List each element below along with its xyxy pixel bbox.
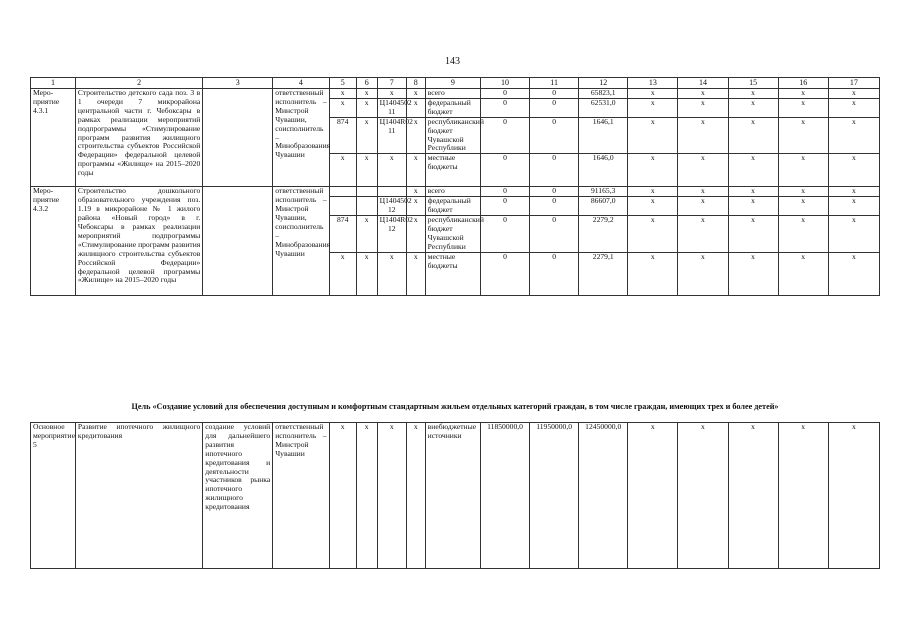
amount-cell: x xyxy=(728,197,778,216)
grbs-code: x xyxy=(329,154,356,187)
target-article-code: Ц1404R02 12 xyxy=(377,216,406,253)
section-code: x xyxy=(356,98,377,117)
amount-cell: 11950000,0 xyxy=(530,423,579,569)
header-cell: 12 xyxy=(579,78,628,89)
header-cell: 9 xyxy=(425,78,480,89)
header-cell: 14 xyxy=(678,78,728,89)
amount-cell: x xyxy=(628,252,678,295)
amount-cell: x xyxy=(678,423,728,569)
amount-cell: 0 xyxy=(530,197,579,216)
amount-cell: x xyxy=(728,187,778,197)
amount-cell: x xyxy=(778,197,828,216)
amount-cell: 1646,1 xyxy=(579,117,628,154)
amount-cell: x xyxy=(678,154,728,187)
amount-cell: 0 xyxy=(481,252,530,295)
grbs-code: x xyxy=(329,423,356,569)
amount-cell: 0 xyxy=(530,89,579,99)
amount-cell: x xyxy=(828,154,879,187)
amount-cell: 0 xyxy=(481,89,530,99)
target-article-code: x xyxy=(377,423,406,569)
target-article-code: x xyxy=(377,252,406,295)
amount-cell: x xyxy=(728,98,778,117)
executor-cell: ответственный исполнитель – Минстрой Чувашии xyxy=(273,423,329,569)
budget-table-bottom xyxy=(30,422,880,569)
amount-cell: 0 xyxy=(530,98,579,117)
amount-cell: 0 xyxy=(481,216,530,253)
amount-cell: x xyxy=(828,423,879,569)
amount-cell: x xyxy=(678,98,728,117)
amount-cell: 1646,0 xyxy=(579,154,628,187)
table-row xyxy=(31,423,880,569)
section-code: x xyxy=(356,252,377,295)
header-cell: 6 xyxy=(356,78,377,89)
amount-cell: x xyxy=(728,423,778,569)
grbs-code: 874 xyxy=(329,216,356,253)
header-cell: 10 xyxy=(481,78,530,89)
measure-name: Основное мероприятие 5 xyxy=(31,423,76,569)
funding-source: местные бюджеты xyxy=(425,154,480,187)
grbs-code xyxy=(329,187,356,197)
target-article-code: Ц1404R02 11 xyxy=(377,117,406,154)
amount-cell: 11850000,0 xyxy=(481,423,530,569)
funding-source: федеральный бюджет xyxy=(425,98,480,117)
amount-cell: 0 xyxy=(530,216,579,253)
amount-cell: 0 xyxy=(481,154,530,187)
budget-table-top xyxy=(30,77,880,296)
funding-source: внебюджетные источники xyxy=(425,423,480,569)
section-code: x xyxy=(356,117,377,154)
table-row xyxy=(31,187,880,197)
measure-name: Меро-приятие 4.3.1 xyxy=(31,89,76,187)
funding-source: всего xyxy=(425,187,480,197)
task-cell xyxy=(203,187,273,295)
expense-type-code: x xyxy=(406,423,425,569)
amount-cell: x xyxy=(778,154,828,187)
amount-cell: x xyxy=(628,154,678,187)
expense-type-code: x xyxy=(406,154,425,187)
amount-cell: x xyxy=(778,252,828,295)
header-cell: 1 xyxy=(31,78,76,89)
task-cell: создание условий для дальнейшего развития ипотечного кредитования и деятельности участников рынка ипотечного жилищного кредитования xyxy=(203,423,273,569)
header-cell: 17 xyxy=(828,78,879,89)
amount-cell: x xyxy=(728,154,778,187)
grbs-code: x xyxy=(329,252,356,295)
expense-type-code: x xyxy=(406,197,425,216)
amount-cell: x xyxy=(728,216,778,253)
amount-cell: x xyxy=(778,216,828,253)
amount-cell: x xyxy=(628,98,678,117)
amount-cell: x xyxy=(828,98,879,117)
amount-cell: x xyxy=(678,89,728,99)
target-article-code xyxy=(377,187,406,197)
amount-cell: 0 xyxy=(481,187,530,197)
section-code: x xyxy=(356,423,377,569)
header-cell: 13 xyxy=(628,78,678,89)
header-cell: 15 xyxy=(728,78,778,89)
amount-cell: 65823,1 xyxy=(579,89,628,99)
table-row xyxy=(31,89,880,99)
amount-cell: x xyxy=(628,117,678,154)
header-cell: 3 xyxy=(203,78,273,89)
grbs-code: x xyxy=(329,89,356,99)
amount-cell: x xyxy=(778,423,828,569)
header-cell: 7 xyxy=(377,78,406,89)
target-article-code: Ц1404502 11 xyxy=(377,98,406,117)
measure-description: Развитие ипотечного жилищного кредитования xyxy=(75,423,202,569)
amount-cell: 91165,3 xyxy=(579,187,628,197)
section-code: x xyxy=(356,216,377,253)
amount-cell: 0 xyxy=(530,154,579,187)
grbs-code: 874 xyxy=(329,117,356,154)
target-article-code: Ц1404502 12 xyxy=(377,197,406,216)
amount-cell: x xyxy=(678,216,728,253)
amount-cell: x xyxy=(728,89,778,99)
funding-source: федеральный бюджет xyxy=(425,197,480,216)
section-code xyxy=(356,197,377,216)
amount-cell: x xyxy=(678,252,728,295)
header-cell: 5 xyxy=(329,78,356,89)
funding-source: республиканский бюджет Чувашской Республики xyxy=(425,117,480,154)
expense-type-code: x xyxy=(406,98,425,117)
section-code xyxy=(356,187,377,197)
funding-source: всего xyxy=(425,89,480,99)
amount-cell: x xyxy=(828,252,879,295)
amount-cell: x xyxy=(728,117,778,154)
funding-source: республиканский бюджет Чувашской Республики xyxy=(425,216,480,253)
grbs-code: x xyxy=(329,98,356,117)
amount-cell: 0 xyxy=(481,197,530,216)
amount-cell: x xyxy=(778,98,828,117)
amount-cell: 0 xyxy=(530,252,579,295)
amount-cell: 0 xyxy=(530,117,579,154)
header-cell: 11 xyxy=(530,78,579,89)
amount-cell: 2279,1 xyxy=(579,252,628,295)
amount-cell: x xyxy=(828,89,879,99)
measure-description: Строительство дошкольного образовательного учреждения поз. 1.19 в микрорайоне № 1 жилого района «Новый город» в г. Чебоксары в рамках реализации мероприятий подпрограммы «Стимулирование программ развития жилищного строительства субъектов Российской Федерации» федеральной целевой программы «Жилище» на 2015–2020 годы xyxy=(75,187,202,295)
header-cell: 2 xyxy=(75,78,202,89)
page-number: 143 xyxy=(445,56,460,67)
amount-cell: 2279,2 xyxy=(579,216,628,253)
amount-cell: x xyxy=(828,216,879,253)
amount-cell: x xyxy=(678,197,728,216)
goal-heading: Цель «Создание условий для обеспечения доступным и комфортным стандартным жильем отдельных категорий граждан, в том числе граждан, имеющих трех и более детей» xyxy=(131,402,779,411)
amount-cell: x xyxy=(628,197,678,216)
amount-cell: x xyxy=(628,216,678,253)
amount-cell: x xyxy=(778,187,828,197)
amount-cell: x xyxy=(628,89,678,99)
section-code: x xyxy=(356,89,377,99)
amount-cell: 0 xyxy=(481,98,530,117)
funding-source: местные бюджеты xyxy=(425,252,480,295)
target-article-code: x xyxy=(377,89,406,99)
expense-type-code: x xyxy=(406,187,425,197)
measure-name: Меро-приятие 4.3.2 xyxy=(31,187,76,295)
grbs-code xyxy=(329,197,356,216)
amount-cell: x xyxy=(828,197,879,216)
expense-type-code: x xyxy=(406,89,425,99)
amount-cell: x xyxy=(628,187,678,197)
expense-type-code: x xyxy=(406,117,425,154)
amount-cell: 12450000,0 xyxy=(579,423,628,569)
header-cell: 16 xyxy=(778,78,828,89)
amount-cell: x xyxy=(678,187,728,197)
amount-cell: x xyxy=(828,187,879,197)
executor-cell: ответственный исполнитель – Минстрой Чувашии, соисполнитель – Минобразования Чувашии xyxy=(273,89,329,187)
amount-cell: x xyxy=(778,89,828,99)
amount-cell: 0 xyxy=(530,187,579,197)
amount-cell: x xyxy=(728,252,778,295)
executor-cell: ответственный исполнитель – Минстрой Чувашии, соисполнитель – Минобразования Чувашии xyxy=(273,187,329,295)
expense-type-code: x xyxy=(406,216,425,253)
measure-description: Строительство детского сада поз. 3 в 1 очереди 7 микрорайона центральной части г. Чебоксары в рамках реализации мероприятий подпрограммы «Стимулирование программ развития жилищного строительства субъектов Российской Федерации» федеральной целевой программы «Жилище» на 2015–2020 годы xyxy=(75,89,202,187)
target-article-code: x xyxy=(377,154,406,187)
amount-cell: 86607,0 xyxy=(579,197,628,216)
amount-cell: x xyxy=(828,117,879,154)
amount-cell: x xyxy=(678,117,728,154)
amount-cell: x xyxy=(628,423,678,569)
header-cell: 8 xyxy=(406,78,425,89)
amount-cell: 0 xyxy=(481,117,530,154)
header-row xyxy=(31,78,880,89)
amount-cell: 62531,0 xyxy=(579,98,628,117)
expense-type-code: x xyxy=(406,252,425,295)
amount-cell: x xyxy=(778,117,828,154)
task-cell xyxy=(203,89,273,187)
header-cell: 4 xyxy=(273,78,329,89)
section-code: x xyxy=(356,154,377,187)
